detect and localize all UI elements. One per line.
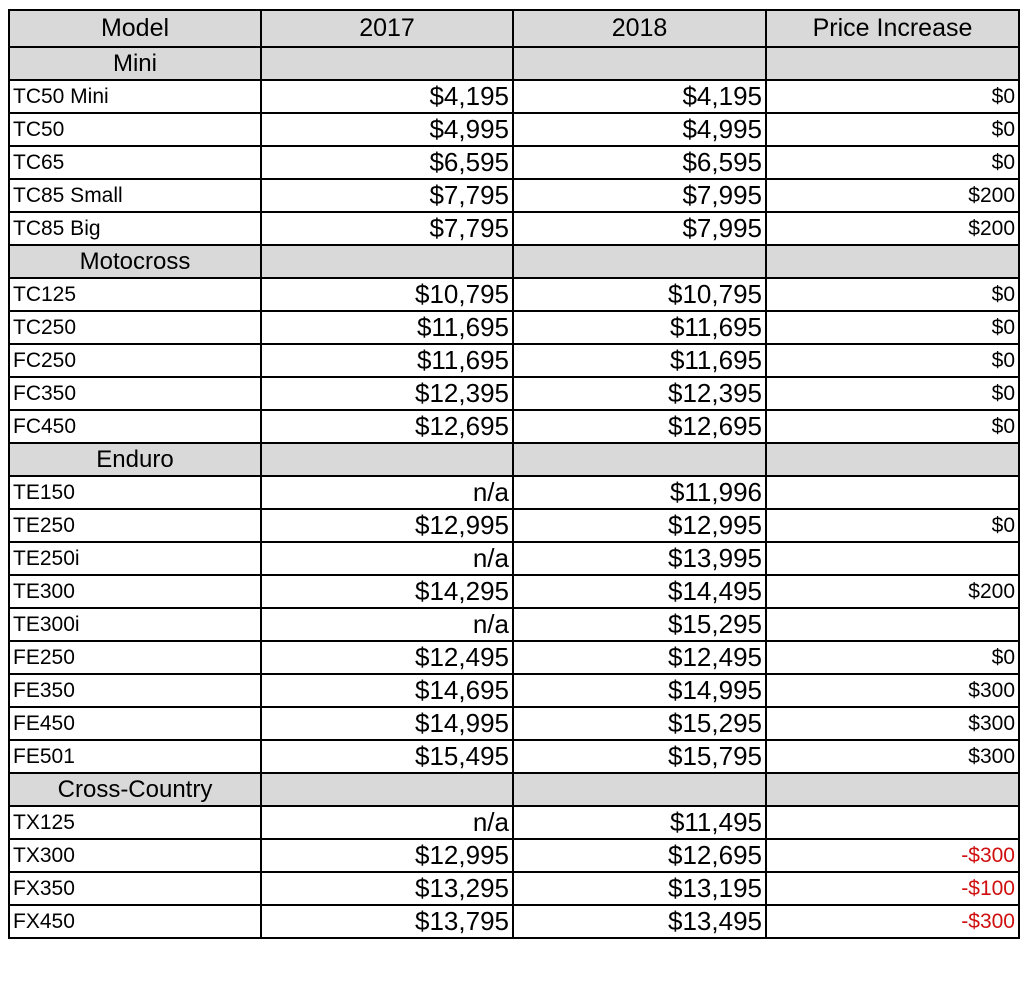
price-increase-cell: $200	[766, 179, 1019, 212]
price-2018-cell: $12,495	[513, 641, 766, 674]
price-increase-cell: $0	[766, 113, 1019, 146]
table-row	[9, 674, 1019, 707]
price-table-container	[8, 9, 1020, 939]
price-increase-cell: $0	[766, 410, 1019, 443]
category-row	[9, 47, 1019, 80]
price-2018-cell: $15,795	[513, 740, 766, 773]
price-increase-cell	[766, 608, 1019, 641]
price-2018-cell: $14,495	[513, 575, 766, 608]
table-row	[9, 806, 1019, 839]
price-2017-cell: $14,295	[261, 575, 513, 608]
price-increase-cell: $0	[766, 377, 1019, 410]
price-2017-cell: $7,795	[261, 179, 513, 212]
model-cell: TE300i	[9, 608, 261, 641]
category-row	[9, 773, 1019, 806]
price-increase-cell: $200	[766, 212, 1019, 245]
table-row	[9, 179, 1019, 212]
price-2017-cell: $13,295	[261, 872, 513, 905]
model-cell: TC85 Big	[9, 212, 261, 245]
model-cell: TC125	[9, 278, 261, 311]
table-header	[9, 10, 1019, 47]
category-empty-cell	[766, 47, 1019, 80]
price-2017-cell: $12,995	[261, 509, 513, 542]
model-cell: TE150	[9, 476, 261, 509]
price-2017-cell: $12,495	[261, 641, 513, 674]
model-cell: TC250	[9, 311, 261, 344]
table-row	[9, 641, 1019, 674]
category-empty-cell	[513, 773, 766, 806]
table-row	[9, 476, 1019, 509]
model-cell: TC65	[9, 146, 261, 179]
price-2018-cell: $4,995	[513, 113, 766, 146]
model-cell: TC85 Small	[9, 179, 261, 212]
price-2017-cell: $14,695	[261, 674, 513, 707]
price-2017-cell: $12,395	[261, 377, 513, 410]
model-cell: FX350	[9, 872, 261, 905]
category-empty-cell	[513, 443, 766, 476]
price-2017-cell: $15,495	[261, 740, 513, 773]
price-2018-cell: $13,995	[513, 542, 766, 575]
price-increase-cell: $0	[766, 311, 1019, 344]
table-row	[9, 575, 1019, 608]
model-cell: TE300	[9, 575, 261, 608]
model-cell: FE250	[9, 641, 261, 674]
price-2018-cell: $15,295	[513, 707, 766, 740]
model-cell: TX125	[9, 806, 261, 839]
table-row	[9, 212, 1019, 245]
model-cell: TC50 Mini	[9, 80, 261, 113]
table-row	[9, 740, 1019, 773]
category-empty-cell	[766, 245, 1019, 278]
table-row	[9, 113, 1019, 146]
price-2017-cell: $11,695	[261, 344, 513, 377]
price-increase-cell	[766, 476, 1019, 509]
header-2018: 2018	[513, 10, 766, 47]
price-increase-cell	[766, 806, 1019, 839]
table-row	[9, 311, 1019, 344]
price-2017-cell: $4,195	[261, 80, 513, 113]
price-2017-cell: n/a	[261, 476, 513, 509]
price-2018-cell: $12,395	[513, 377, 766, 410]
category-label: Cross-Country	[9, 773, 261, 806]
category-label: Enduro	[9, 443, 261, 476]
price-increase-cell: $200	[766, 575, 1019, 608]
model-cell: TE250	[9, 509, 261, 542]
price-2018-cell: $7,995	[513, 212, 766, 245]
model-cell: FC350	[9, 377, 261, 410]
model-cell: FC450	[9, 410, 261, 443]
table-row	[9, 608, 1019, 641]
table-row	[9, 905, 1019, 938]
price-increase-cell: -$100	[766, 872, 1019, 905]
price-2018-cell: $11,695	[513, 311, 766, 344]
category-label: Mini	[9, 47, 261, 80]
model-cell: FE501	[9, 740, 261, 773]
price-increase-cell: $0	[766, 80, 1019, 113]
price-increase-cell: $300	[766, 674, 1019, 707]
price-increase-cell: $0	[766, 146, 1019, 179]
price-increase-cell	[766, 542, 1019, 575]
price-2017-cell: $7,795	[261, 212, 513, 245]
header-row	[9, 10, 1019, 47]
category-empty-cell	[261, 773, 513, 806]
category-row	[9, 245, 1019, 278]
table-row	[9, 278, 1019, 311]
table-row	[9, 839, 1019, 872]
price-2017-cell: $11,695	[261, 311, 513, 344]
price-increase-cell: $0	[766, 344, 1019, 377]
price-increase-cell: $0	[766, 641, 1019, 674]
category-empty-cell	[513, 245, 766, 278]
table-row	[9, 146, 1019, 179]
table-row	[9, 509, 1019, 542]
category-empty-cell	[766, 443, 1019, 476]
table-row	[9, 410, 1019, 443]
price-2018-cell: $7,995	[513, 179, 766, 212]
price-2018-cell: $12,695	[513, 410, 766, 443]
price-increase-cell: $0	[766, 509, 1019, 542]
price-2018-cell: $6,595	[513, 146, 766, 179]
price-2017-cell: $4,995	[261, 113, 513, 146]
price-2018-cell: $13,195	[513, 872, 766, 905]
model-cell: FX450	[9, 905, 261, 938]
price-2017-cell: n/a	[261, 608, 513, 641]
price-increase-cell: -$300	[766, 905, 1019, 938]
table-row	[9, 542, 1019, 575]
price-2018-cell: $12,995	[513, 509, 766, 542]
price-2017-cell: $6,595	[261, 146, 513, 179]
model-cell: TX300	[9, 839, 261, 872]
price-2017-cell: $12,695	[261, 410, 513, 443]
price-increase-cell: $0	[766, 278, 1019, 311]
price-increase-cell: $300	[766, 707, 1019, 740]
model-cell: FE450	[9, 707, 261, 740]
price-2018-cell: $11,495	[513, 806, 766, 839]
price-2017-cell: n/a	[261, 806, 513, 839]
price-2017-cell: $10,795	[261, 278, 513, 311]
price-2018-cell: $11,695	[513, 344, 766, 377]
category-empty-cell	[766, 773, 1019, 806]
table-row	[9, 344, 1019, 377]
table-row	[9, 80, 1019, 113]
model-cell: FC250	[9, 344, 261, 377]
model-cell: TE250i	[9, 542, 261, 575]
price-2018-cell: $10,795	[513, 278, 766, 311]
price-2018-cell: $4,195	[513, 80, 766, 113]
category-empty-cell	[261, 443, 513, 476]
header-price-increase: Price Increase	[766, 10, 1019, 47]
category-empty-cell	[261, 245, 513, 278]
table-body	[9, 47, 1019, 938]
table-row	[9, 707, 1019, 740]
model-cell: FE350	[9, 674, 261, 707]
price-2018-cell: $15,295	[513, 608, 766, 641]
price-increase-cell: -$300	[766, 839, 1019, 872]
table-row	[9, 872, 1019, 905]
table-row	[9, 377, 1019, 410]
price-2017-cell: n/a	[261, 542, 513, 575]
category-empty-cell	[261, 47, 513, 80]
price-2017-cell: $14,995	[261, 707, 513, 740]
price-2017-cell: $13,795	[261, 905, 513, 938]
category-row	[9, 443, 1019, 476]
header-model: Model	[9, 10, 261, 47]
header-2017: 2017	[261, 10, 513, 47]
price-2018-cell: $12,695	[513, 839, 766, 872]
price-2018-cell: $11,996	[513, 476, 766, 509]
category-empty-cell	[513, 47, 766, 80]
price-table	[8, 9, 1020, 939]
model-cell: TC50	[9, 113, 261, 146]
price-2018-cell: $14,995	[513, 674, 766, 707]
category-label: Motocross	[9, 245, 261, 278]
price-2018-cell: $13,495	[513, 905, 766, 938]
price-2017-cell: $12,995	[261, 839, 513, 872]
price-increase-cell: $300	[766, 740, 1019, 773]
